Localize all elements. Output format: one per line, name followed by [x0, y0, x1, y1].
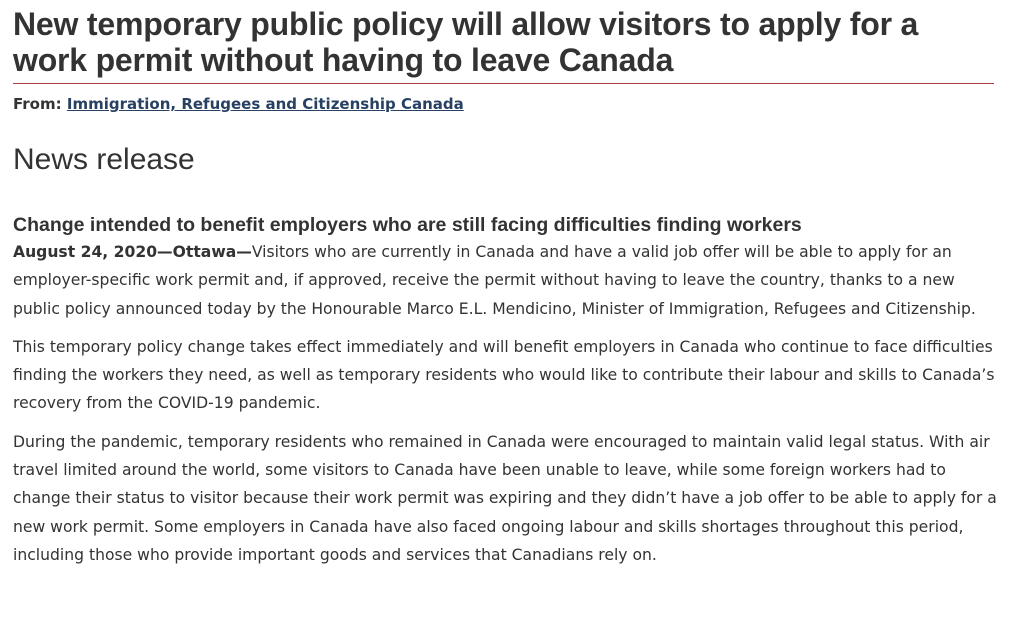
news-article	[13, 0, 998, 569]
dateline: August 24, 2020—Ottawa—	[13, 243, 252, 261]
from-label: From:	[13, 95, 62, 113]
article-subtitle: Change intended to benefit employers who are still facing difficulties finding workers	[13, 214, 802, 236]
page-title: New temporary public policy will allow visitors to apply for a work permit without having to leave Canada	[13, 6, 994, 84]
paragraph-3: During the pandemic, temporary residents who remained in Canada were encouraged to maintain valid legal status. With air travel limited around the world, some visitors to Canada have been unable to leave, while some foreign workers had to change their status to visitor because their work permit was expiring and they didn’t have a job offer to be able to apply for a new work permit. Some employers in Canada have also faced ongoing labour and skills shortages throughout this period, including those who provide important goods and services that Canadians rely on.	[13, 432, 997, 564]
paragraph-1-text: Visitors who are currently in Canada and have a valid job offer will be able to apply for an employer-specific work permit and, if approved, receive the permit without having to leave the country, thanks to a new public policy announced today by the Honourable Marco E.L. Mendicino, Minister of Immigration, Refugees and Citizenship.	[13, 243, 976, 318]
paragraph-2: This temporary policy change takes effect immediately and will benefit employers in Canada who continue to face difficulties finding the workers they need, as well as temporary residents who would like to contribute their labour and skills to Canada’s recovery from the COVID-19 pandemic.	[13, 337, 995, 413]
paragraph-1	[13, 238, 998, 323]
section-heading: News release	[13, 143, 195, 176]
from-line	[13, 94, 998, 114]
department-link[interactable]: Immigration, Refugees and Citizenship Canada	[66, 95, 464, 113]
